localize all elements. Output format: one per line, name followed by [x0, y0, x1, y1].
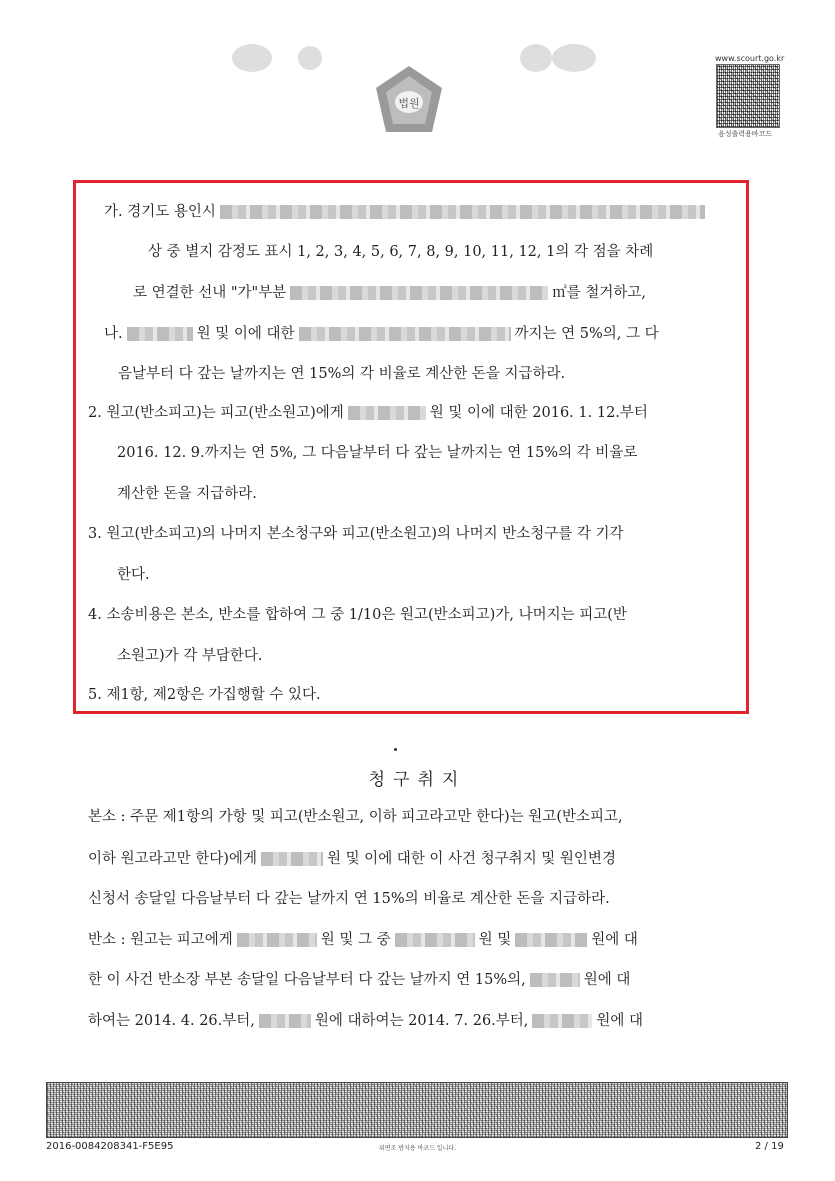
order-line: 상 중 별지 감정도 표시 1, 2, 3, 4, 5, 6, 7, 8, 9, 10, 11, 12, 1의 각 점을 차례 [148, 244, 654, 260]
claim-line [88, 1012, 643, 1030]
order-item-5: 5. 제1항, 제2항은 가집행할 수 있다. [88, 687, 321, 703]
redaction [220, 205, 705, 219]
smudge [520, 44, 552, 72]
claim-line: 신청서 송달일 다음날부터 다 갚는 날까지 연 15%의 비율로 계산한 돈을 지급하라. [88, 891, 610, 907]
order-line: 한다. [117, 567, 150, 583]
redaction [348, 406, 426, 420]
claim-text: 원에 대하여는 2014. 7. 26.부터, [314, 1013, 529, 1029]
redaction [290, 286, 548, 300]
order-text: 원 및 이에 대한 [196, 326, 295, 342]
claim-line [88, 931, 638, 949]
redaction [395, 933, 475, 947]
redaction [237, 933, 317, 947]
order-text: 2. 원고(반소피고)는 피고(반소원고)에게 [88, 405, 344, 421]
barcode-notice: 위변조 방지용 바코드 입니다. [378, 1145, 457, 1152]
claim-text: 원 및 이에 대한 이 사건 청구취지 및 원인변경 [326, 851, 616, 867]
court-seal-icon [372, 62, 446, 138]
order-text: 까지는 연 5%의, 그 다 [514, 326, 659, 342]
order-line [133, 284, 646, 302]
section-title: 청구취지 [368, 770, 467, 790]
order-text: 원 및 이에 대한 2016. 1. 12.부터 [429, 405, 648, 421]
redaction [127, 327, 193, 341]
order-item-2 [88, 404, 648, 422]
order-text: ㎡를 철거하고, [552, 285, 646, 301]
smudge [298, 46, 322, 70]
court-url: www.scourt.go.kr [715, 54, 785, 63]
order-line: 2016. 12. 9.까지는 연 5%, 그 다음날부터 다 갚는 날까지는 연 15%의 각 비율로 [117, 445, 638, 461]
claim-text: 하여는 2014. 4. 26.부터, [88, 1013, 255, 1029]
seal-text: 법원 [398, 97, 420, 110]
qr-caption: 음성출력용바코드 [718, 130, 773, 138]
order-item-3: 3. 원고(반소피고)의 나머지 본소청구와 피고(반소원고)의 나머지 반소청구를 각 기각 [88, 526, 624, 542]
claim-text: 원 및 그 중 [320, 932, 391, 948]
claim-text: 한 이 사건 반소장 부본 송달일 다음날부터 다 갚는 날까지 연 15%의, [88, 972, 526, 988]
order-item-na-prefix: 나. [104, 326, 123, 342]
document-id: 2016-0084208341-F5E95 [46, 1141, 174, 1152]
redaction [261, 852, 323, 866]
claim-line [88, 971, 630, 989]
claim-text: 이하 원고라고만 한다)에게 [88, 851, 257, 867]
redaction [259, 1014, 311, 1028]
redaction [530, 973, 580, 987]
order-item-ga [104, 203, 709, 221]
order-line: 소원고)가 각 부담한다. [117, 648, 263, 664]
smudge [552, 44, 596, 72]
redaction [532, 1014, 592, 1028]
anti-forgery-barcode [46, 1082, 788, 1138]
order-item-4: 4. 소송비용은 본소, 반소를 합하여 그 중 1/10은 원고(반소피고)가, 나머지는 피고(반 [88, 607, 627, 623]
order-item-na [104, 325, 659, 343]
redaction [299, 327, 511, 341]
order-item-ga-prefix: 가. 경기도 용인시 [104, 204, 216, 220]
claim-text: 원에 대 [591, 932, 638, 948]
qr-code-icon [716, 64, 780, 128]
dot-mark [394, 748, 397, 751]
claim-text: 원 및 [478, 932, 512, 948]
order-text: 로 연결한 선내 "가"부분 [133, 285, 287, 301]
claim-text: 원에 대 [596, 1013, 644, 1029]
claim-text: 원에 대 [583, 972, 631, 988]
claim-line: 본소 : 주문 제1항의 가항 및 피고(반소원고, 이하 피고라고만 한다)는 원고(반소피고, [88, 809, 623, 825]
order-line: 음날부터 다 갚는 날까지는 연 15%의 각 비율로 계산한 돈을 지급하라. [118, 366, 566, 382]
smudge [232, 44, 272, 72]
redaction [515, 933, 587, 947]
claim-line [88, 850, 616, 868]
claim-text: 반소 : 원고는 피고에게 [88, 932, 233, 948]
order-line: 계산한 돈을 지급하라. [117, 486, 257, 502]
page-number: 2 / 19 [755, 1141, 784, 1152]
